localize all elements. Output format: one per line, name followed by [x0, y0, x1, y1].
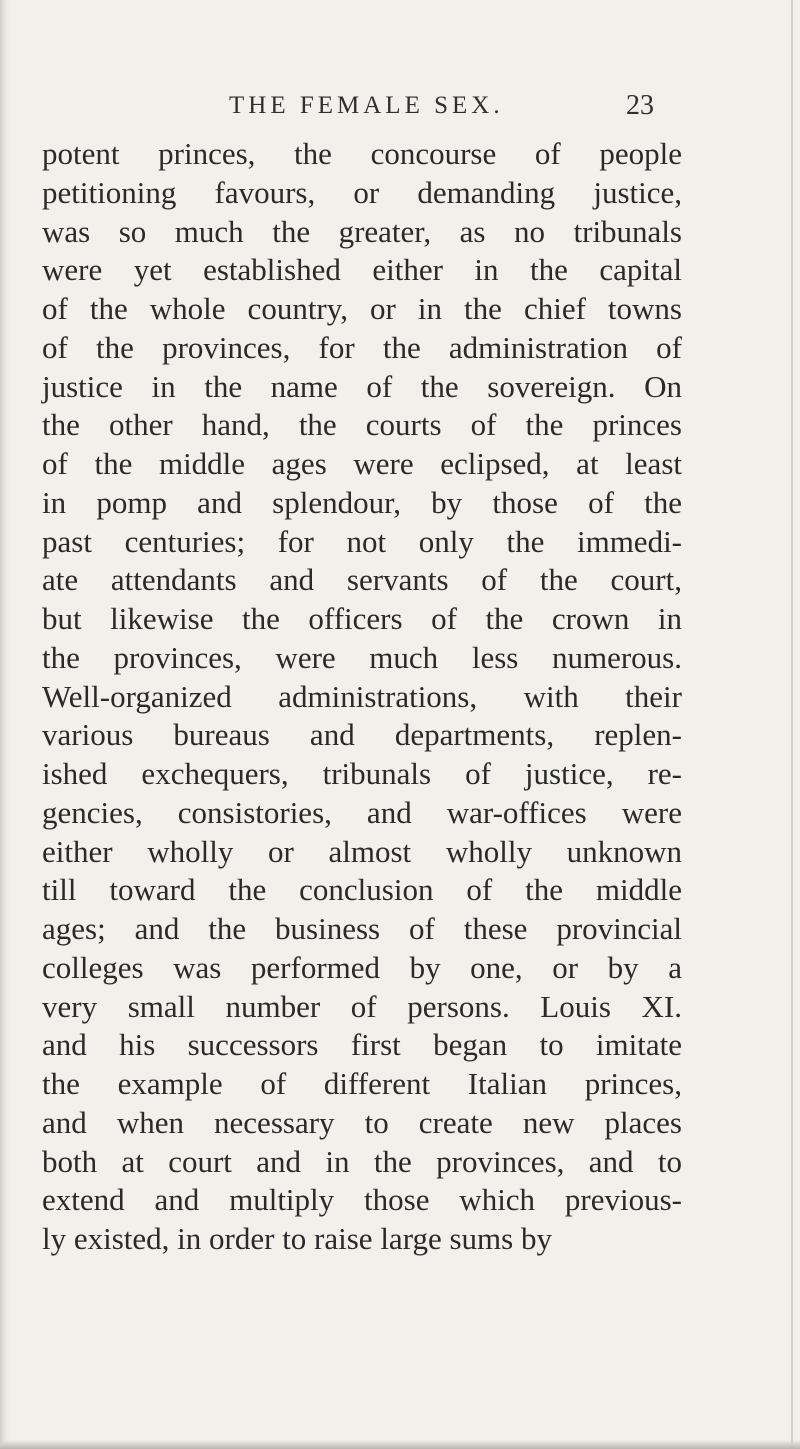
- text-line: potent princes, the concourse of people: [42, 136, 682, 171]
- text-line: till toward the conclusion of the middle: [42, 872, 682, 908]
- text-line: either wholly or almost wholly unknown: [42, 833, 682, 869]
- text-line: justice in the name of the sovereign. On: [42, 368, 682, 404]
- text-line: ate attendants and servants of the court,: [42, 562, 682, 598]
- text-line: ly existed, in order to raise large sums by: [42, 1221, 552, 1256]
- text-line: the example of different Italian princes,: [42, 1066, 682, 1101]
- text-line: gencies, consistories, and war-offices were: [42, 794, 682, 830]
- text-line: of the provinces, for the administration of: [42, 329, 682, 365]
- text-line: past centuries; for not only the immedi-: [42, 523, 682, 559]
- text-line: both at court and in the provinces, and to: [42, 1143, 682, 1179]
- running-head-title: THE FEMALE SEX.: [229, 92, 504, 119]
- text-line: very small number of persons. Louis XI.: [42, 988, 682, 1024]
- body-text: [42, 135, 682, 1259]
- running-head: [0, 86, 800, 126]
- text-line: of the whole country, or in the chief towns: [42, 291, 682, 326]
- text-line: and his successors first began to imitate: [42, 1027, 682, 1063]
- text-line: were yet established either in the capital: [42, 252, 682, 288]
- text-line: the provinces, were much less numerous.: [42, 639, 682, 675]
- page-number: 23: [626, 90, 654, 121]
- text-line: ages; and the business of these provincial: [42, 911, 682, 946]
- text-line: ished exchequers, tribunals of justice, re-: [42, 756, 682, 791]
- page-bottom-edge: [0, 1440, 800, 1449]
- text-line: extend and multiply those which previous-: [42, 1182, 682, 1218]
- text-line: various bureaus and departments, replen-: [42, 717, 682, 753]
- text-line: but likewise the officers of the crown in: [42, 601, 682, 636]
- text-line: in pomp and splendour, by those of the: [42, 484, 682, 520]
- text-line: Well-organized administrations, with their: [42, 678, 682, 714]
- text-line: was so much the greater, as no tribunals: [42, 213, 682, 249]
- text-line: petitioning favours, or demanding justice,: [42, 174, 682, 210]
- page-gutter-shadow: [0, 0, 10, 1449]
- text-line: of the middle ages were eclipsed, at least: [42, 446, 682, 481]
- text-line: the other hand, the courts of the princes: [42, 407, 682, 443]
- page-edge-rule: [791, 0, 793, 1449]
- text-line: and when necessary to create new places: [42, 1104, 682, 1140]
- text-line: colleges was performed by one, or by a: [42, 949, 682, 985]
